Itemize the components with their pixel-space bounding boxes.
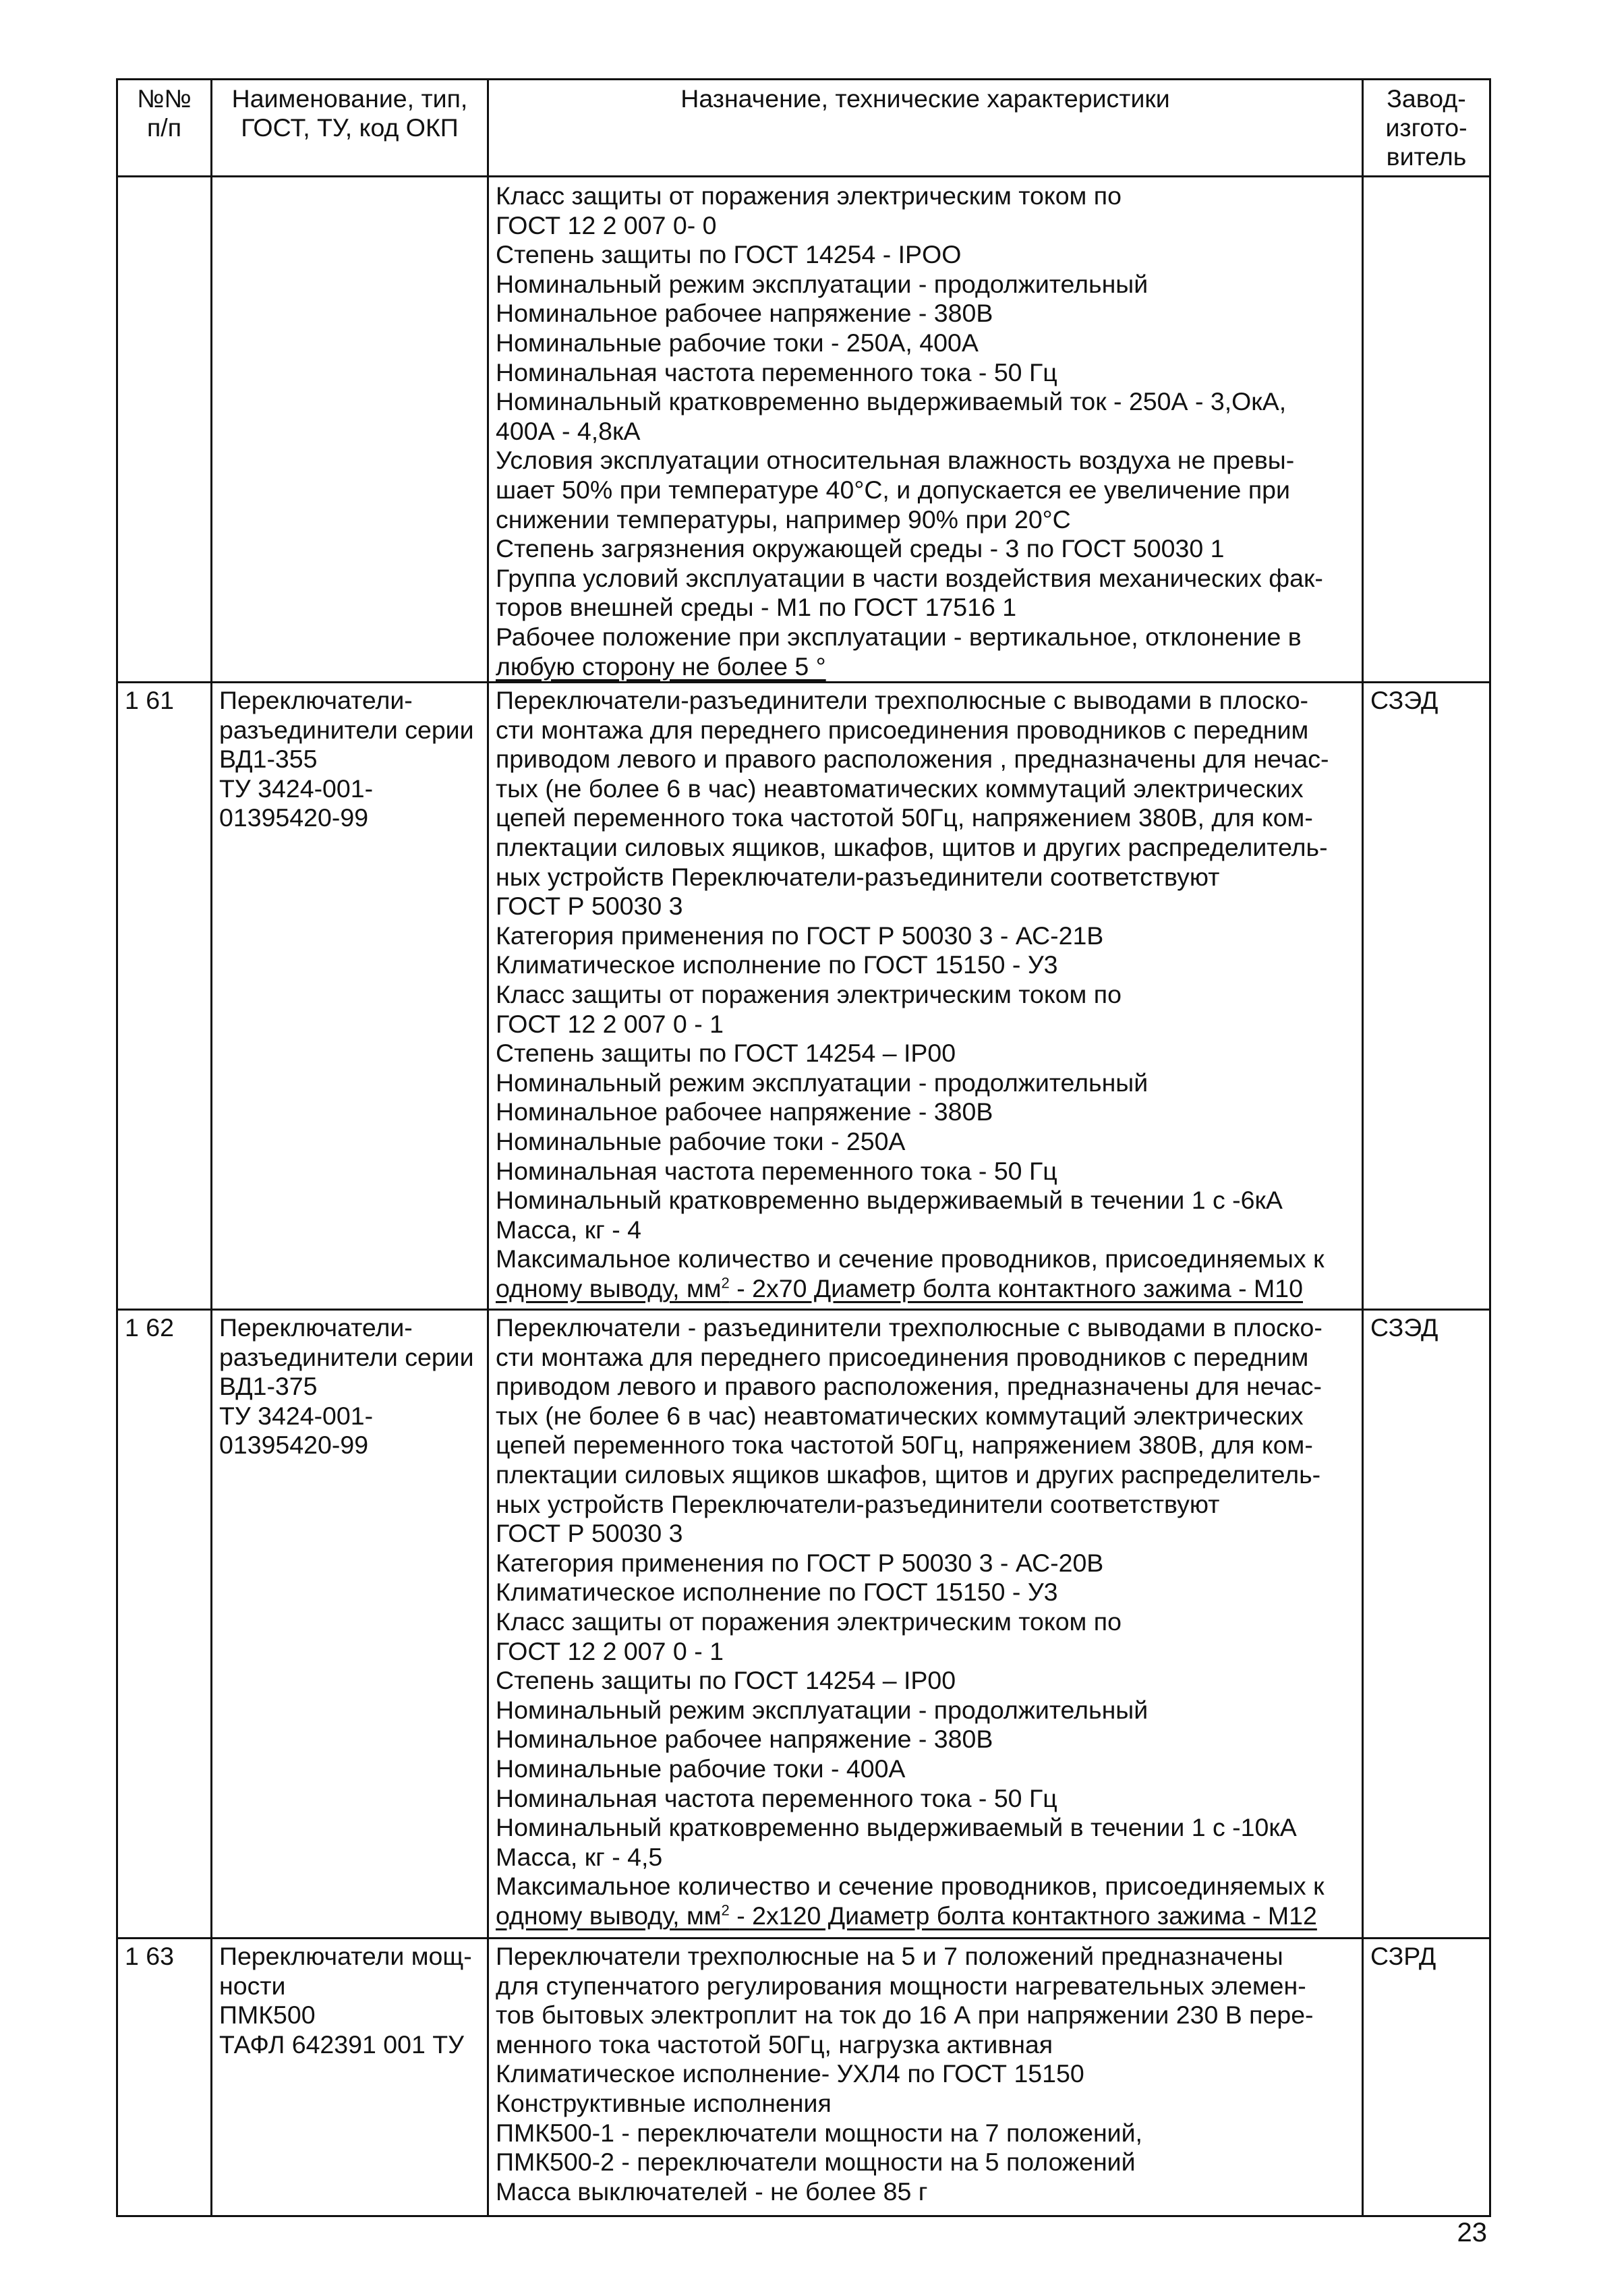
cell-name: Переключатели- разъединители серии ВД1-375 ТУ 3424-001- 01395420-99 <box>212 1310 488 1939</box>
cell-purpose: Переключатели трехполюсные на 5 и 7 положений предназначены для ступенчатого регулирования мощности нагревательных элемен- тов бытовых электроплит на ток до 16 А при напряжении 230 В пере- менного тока частотой 50Гц, нагрузка активная Климатическое исполнение- УХЛ4 по ГОСТ 15150 Конструктивные исполнения ПМК500-1 - переключатели мощности на 7 положений, ПМК500-2 - переключатели мощности на 5 положений Масса выключателей - не более 85 г <box>488 1939 1363 2216</box>
cell-num <box>117 177 212 683</box>
cell-purpose: Переключатели-разъединители трехполюсные с выводами в плоско- сти монтажа для переднего присоединения проводников с передним приводом левого и правого расположения , предназначены для нечас- тых (не более 6 в час) неавтоматических коммутаций электрических цепей переменного тока частотой 50Гц, напряжением 380В, для ком- плектации силовых ящиков, шкафов, щитов и других распределитель- ных устройств Переключатели-разъединители соответствуют ГОСТ Р 50030 3 Категория применения по ГОСТ Р 50030 3 - АС-21В Климатическое исполнение по ГОСТ 15150 - У3 Класс защиты от поражения электрическим током по ГОСТ 12 2 007 0 - 1 Степень защиты по ГОСТ 14254 – IP00 Номинальный режим эксплуатации - продолжительный Номинальное рабочее напряжение - 380В Номинальные рабочие токи - 250А Номинальная частота переменного тока - 50 Гц Номинальный кратковременно выдерживаемый в течении 1 с -6кА Масса, кг - 4 Максимальное количество и сечение проводников, присоединяемых к одному выводу, $мм^2 - 2х70$ Диаметр болта контактного зажима - М10 <box>488 683 1363 1310</box>
table-header-row <box>117 80 1490 177</box>
page-number: 23 <box>1457 2218 1487 2247</box>
table-row <box>117 1939 1490 2216</box>
spec-table <box>116 78 1491 2217</box>
table-row <box>117 1310 1490 1939</box>
cell-purpose: Переключатели - разъединители трехполюсные с выводами в плоско- сти монтажа для переднего присоединения проводников с передним приводом левого и правого расположения, предназначены для нечас- тых (не более 6 в час) неавтоматических коммутаций электрических цепей переменного тока частотой 50Гц, напряжением 380В, для ком- плектации силовых ящиков шкафов, щитов и других распределитель- ных устройств Переключатели-разъединители соответствуют ГОСТ Р 50030 3 Категория применения по ГОСТ Р 50030 3 - АС-20В Климатическое исполнение по ГОСТ 15150 - У3 Класс защиты от поражения электрическим током по ГОСТ 12 2 007 0 - 1 Степень защиты по ГОСТ 14254 – IP00 Номинальный режим эксплуатации - продолжительный Номинальное рабочее напряжение - 380В Номинальные рабочие токи - 400А Номинальная частота переменного тока - 50 Гц Номинальный кратковременно выдерживаемый в течении 1 с -10кА Масса, кг - 4,5 Максимальное количество и сечение проводников, присоединяемых к одному выводу, $мм^2 - 2х120$ Диаметр болта контактного зажима - М12 <box>488 1310 1363 1939</box>
cell-name <box>212 177 488 683</box>
cell-purpose: Класс защиты от поражения электрическим током по ГОСТ 12 2 007 0- 0 Степень защиты по ГОСТ 14254 - IPOO Номинальный режим эксплуатации - продолжительный Номинальное рабочее напряжение - 380В Номинальные рабочие токи - 250А, 400А Номинальная частота переменного тока - 50 Гц Номинальный кратковременно выдерживаемый ток - 250А - 3,ОкА, 400А - 4,8кА Условия эксплуатации относительная влажность воздуха не превы- шает 50% при температуре 40°С, и допускается ее увеличение при снижении температуры, например 90% при 20°С Степень загрязнения окружающей среды - 3 по ГОСТ 50030 1 Группа условий эксплуатации в части воздействия механических фак- торов внешней среды - М1 по ГОСТ 17516 1 Рабочее положение при эксплуатации - вертикальное, отклонение в любую сторону не более 5 ° <box>488 177 1363 683</box>
cell-maker <box>1363 177 1490 683</box>
cell-maker: СЗЭД <box>1363 1310 1490 1939</box>
header-purpose: Назначение, технические характеристики <box>488 80 1363 177</box>
header-maker: Завод- изгото- витель <box>1363 80 1490 177</box>
cell-name: Переключатели мощ- ности ПМК500 ТАФЛ 642391 001 ТУ <box>212 1939 488 2216</box>
cell-num: 1 61 <box>117 683 212 1310</box>
cell-num: 1 63 <box>117 1939 212 2216</box>
last-line: одному выводу, $мм^2 - 2х120$ Диаметр болта контактного зажима - М12 <box>496 1901 1317 1930</box>
cell-name: Переключатели- разъединители серии ВД1-355 ТУ 3424-001- 01395420-99 <box>212 683 488 1310</box>
table-row <box>117 683 1490 1310</box>
table-row-continuation <box>117 177 1490 683</box>
last-line: одному выводу, $мм^2 - 2х70$ Диаметр болта контактного зажима - М10 <box>496 1273 1304 1302</box>
cell-maker: СЗЭД <box>1363 683 1490 1310</box>
cell-num: 1 62 <box>117 1310 212 1939</box>
header-num: №№ п/п <box>117 80 212 177</box>
cell-maker: СЗРД <box>1363 1939 1490 2216</box>
header-name: Наименование, тип, ГОСТ, ТУ, код ОКП <box>212 80 488 177</box>
